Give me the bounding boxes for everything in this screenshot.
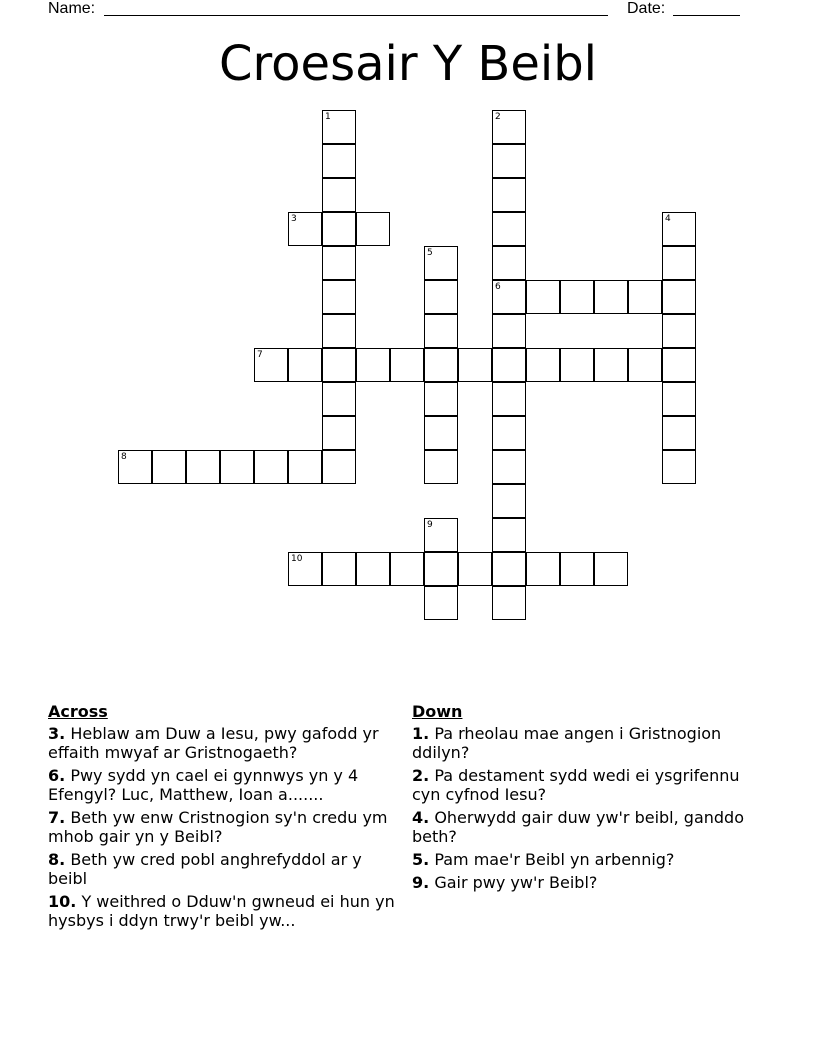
clue-text: Pa rheolau mae angen i Gristnogion ddilyn? (412, 724, 722, 762)
name-label: Name: (48, 0, 96, 17)
grid-cell[interactable] (594, 552, 628, 586)
clue-down-9 (412, 873, 762, 892)
grid-cell[interactable] (288, 552, 322, 586)
grid-cell[interactable] (662, 450, 696, 484)
grid-cell[interactable] (322, 144, 356, 178)
grid-cell[interactable] (322, 110, 356, 144)
grid-cell[interactable] (492, 144, 526, 178)
grid-cell[interactable] (152, 450, 186, 484)
grid-cell[interactable] (322, 212, 356, 246)
clue-down-5 (412, 850, 762, 869)
grid-cell[interactable] (322, 348, 356, 382)
clue-number: 9. (412, 873, 430, 892)
clue-text: Pa destament sydd wedi ei ysgrifennu cyn cyfnod Iesu? (412, 766, 740, 804)
grid-cell[interactable] (220, 450, 254, 484)
clue-number: 4. (412, 808, 430, 827)
grid-cell[interactable] (458, 348, 492, 382)
grid-cell[interactable] (560, 552, 594, 586)
cell-number: 8 (121, 452, 127, 462)
grid-cell[interactable] (356, 552, 390, 586)
clue-across-8 (48, 850, 398, 888)
cell-number: 4 (665, 214, 671, 224)
grid-cell[interactable] (526, 280, 560, 314)
grid-cell[interactable] (492, 416, 526, 450)
grid-cell[interactable] (492, 110, 526, 144)
grid-cell[interactable] (322, 382, 356, 416)
clue-number: 7. (48, 808, 66, 827)
grid-cell[interactable] (322, 552, 356, 586)
grid-cell[interactable] (424, 314, 458, 348)
grid-cell[interactable] (322, 416, 356, 450)
grid-cell[interactable] (560, 348, 594, 382)
grid-cell[interactable] (424, 382, 458, 416)
cell-number: 9 (427, 520, 433, 530)
grid-cell[interactable] (628, 280, 662, 314)
clue-down-2 (412, 766, 762, 804)
grid-cell[interactable] (492, 586, 526, 620)
clue-number: 6. (48, 766, 66, 785)
grid-cell[interactable] (356, 348, 390, 382)
grid-cell[interactable] (492, 518, 526, 552)
grid-cell[interactable] (560, 280, 594, 314)
clue-number: 3. (48, 724, 66, 743)
cell-number: 2 (495, 112, 501, 122)
grid-cell[interactable] (492, 450, 526, 484)
cell-number: 7 (257, 350, 263, 360)
across-clues (48, 702, 398, 934)
cell-number: 3 (291, 214, 297, 224)
grid-cell[interactable] (424, 552, 458, 586)
clue-text: Y weithred o Dduw'n gwneud ei hun yn hysbys i ddyn trwy'r beibl yw... (48, 892, 395, 930)
clue-across-7 (48, 808, 398, 846)
clue-number: 10. (48, 892, 77, 911)
grid-cell[interactable] (356, 212, 390, 246)
grid-cell[interactable] (288, 348, 322, 382)
grid-cell[interactable] (254, 450, 288, 484)
grid-cell[interactable] (288, 212, 322, 246)
clue-number: 1. (412, 724, 430, 743)
clue-text: Beth yw cred pobl anghrefyddol ar y beibl (48, 850, 362, 888)
grid-cell[interactable] (424, 280, 458, 314)
grid-cell[interactable] (492, 552, 526, 586)
clue-across-6 (48, 766, 398, 804)
grid-cell[interactable] (458, 552, 492, 586)
cell-number: 1 (325, 112, 331, 122)
clue-text: Beth yw enw Cristnogion sy'n credu ym mhob gair yn y Beibl? (48, 808, 388, 846)
grid-cell[interactable] (492, 484, 526, 518)
grid-cell[interactable] (424, 586, 458, 620)
grid-cell[interactable] (118, 450, 152, 484)
across-heading: Across (48, 702, 108, 721)
grid-cell[interactable] (662, 382, 696, 416)
grid-cell[interactable] (662, 348, 696, 382)
grid-cell[interactable] (254, 348, 288, 382)
grid-cell[interactable] (424, 416, 458, 450)
grid-cell[interactable] (390, 552, 424, 586)
page-title: Croesair Y Beibl (218, 36, 598, 92)
grid-cell[interactable] (322, 450, 356, 484)
grid-cell[interactable] (492, 314, 526, 348)
grid-cell[interactable] (526, 348, 560, 382)
grid-cell[interactable] (424, 246, 458, 280)
grid-cell[interactable] (662, 314, 696, 348)
grid-cell[interactable] (186, 450, 220, 484)
clue-across-10 (48, 892, 398, 930)
grid-cell[interactable] (492, 178, 526, 212)
down-clues (412, 702, 762, 896)
clue-number: 5. (412, 850, 430, 869)
grid-cell[interactable] (322, 280, 356, 314)
clue-down-1 (412, 724, 762, 762)
grid-cell[interactable] (288, 450, 322, 484)
grid-cell[interactable] (492, 246, 526, 280)
grid-cell[interactable] (424, 450, 458, 484)
clue-across-3 (48, 724, 398, 762)
grid-cell[interactable] (322, 246, 356, 280)
grid-cell[interactable] (424, 348, 458, 382)
cell-number: 5 (427, 248, 433, 258)
date-label: Date: (627, 0, 666, 17)
clue-text: Heblaw am Duw a Iesu, pwy gafodd yr effaith mwyaf ar Gristnogaeth? (48, 724, 379, 762)
grid-cell[interactable] (492, 382, 526, 416)
clue-number: 2. (412, 766, 430, 785)
grid-cell[interactable] (594, 348, 628, 382)
grid-cell[interactable] (492, 212, 526, 246)
clue-down-4 (412, 808, 762, 846)
clue-text: Pam mae'r Beibl yn arbennig? (434, 850, 675, 869)
clue-number: 8. (48, 850, 66, 869)
grid-cell[interactable] (322, 314, 356, 348)
grid-cell[interactable] (662, 280, 696, 314)
down-heading: Down (412, 702, 463, 721)
grid-cell[interactable] (662, 212, 696, 246)
cell-number: 6 (495, 282, 501, 292)
grid-cell[interactable] (662, 416, 696, 450)
clue-text: Oherwydd gair duw yw'r beibl, ganddo beth? (412, 808, 744, 846)
grid-cell[interactable] (424, 518, 458, 552)
grid-cell[interactable] (526, 552, 560, 586)
grid-cell[interactable] (594, 280, 628, 314)
grid-cell[interactable] (492, 348, 526, 382)
clue-text: Gair pwy yw'r Beibl? (434, 873, 598, 892)
grid-cell[interactable] (628, 348, 662, 382)
cell-number: 10 (291, 554, 303, 564)
grid-cell[interactable] (662, 246, 696, 280)
grid-cell[interactable] (390, 348, 424, 382)
clue-text: Pwy sydd yn cael ei gynnwys yn y 4 Efengyl? Luc, Matthew, Ioan a....... (48, 766, 359, 804)
grid-cell[interactable] (322, 178, 356, 212)
grid-cell[interactable] (492, 280, 526, 314)
